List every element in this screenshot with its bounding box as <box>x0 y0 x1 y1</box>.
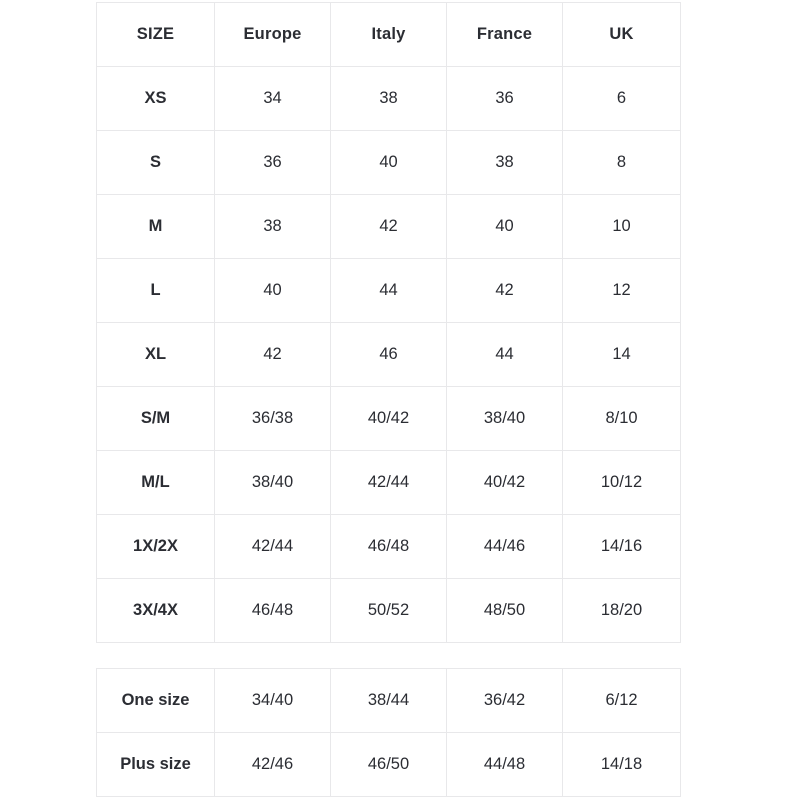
cell-france: 40/42 <box>447 451 563 515</box>
cell-uk: 12 <box>563 259 681 323</box>
cell-france: 48/50 <box>447 579 563 643</box>
table-row <box>97 451 681 515</box>
cell-europe: 42 <box>215 323 331 387</box>
table-row <box>97 131 681 195</box>
cell-france: 44 <box>447 323 563 387</box>
cell-size: Plus size <box>97 733 215 797</box>
cell-size: One size <box>97 669 215 733</box>
cell-europe: 34/40 <box>215 669 331 733</box>
cell-size: M/L <box>97 451 215 515</box>
cell-europe: 38/40 <box>215 451 331 515</box>
cell-size: S <box>97 131 215 195</box>
cell-europe: 40 <box>215 259 331 323</box>
cell-italy: 50/52 <box>331 579 447 643</box>
cell-italy: 42/44 <box>331 451 447 515</box>
cell-europe: 42/46 <box>215 733 331 797</box>
cell-italy: 42 <box>331 195 447 259</box>
cell-europe: 42/44 <box>215 515 331 579</box>
size-conversion-table-wrap <box>96 2 680 643</box>
column-header-france: France <box>447 3 563 67</box>
table-row <box>97 323 681 387</box>
cell-uk: 18/20 <box>563 579 681 643</box>
cell-italy: 40 <box>331 131 447 195</box>
table-row <box>97 515 681 579</box>
cell-italy: 46/50 <box>331 733 447 797</box>
table-header <box>97 3 681 67</box>
cell-france: 36/42 <box>447 669 563 733</box>
one-size-table-wrap <box>96 668 680 797</box>
cell-italy: 38 <box>331 67 447 131</box>
table-row <box>97 387 681 451</box>
one-size-table <box>96 668 681 797</box>
table-row <box>97 195 681 259</box>
cell-uk: 14/16 <box>563 515 681 579</box>
cell-uk: 10/12 <box>563 451 681 515</box>
column-header-size: SIZE <box>97 3 215 67</box>
table-row <box>97 259 681 323</box>
cell-uk: 8 <box>563 131 681 195</box>
table-header-row <box>97 3 681 67</box>
cell-europe: 38 <box>215 195 331 259</box>
cell-size: M <box>97 195 215 259</box>
cell-france: 40 <box>447 195 563 259</box>
cell-size: XS <box>97 67 215 131</box>
cell-france: 42 <box>447 259 563 323</box>
column-header-italy: Italy <box>331 3 447 67</box>
cell-uk: 10 <box>563 195 681 259</box>
cell-france: 38 <box>447 131 563 195</box>
cell-size: L <box>97 259 215 323</box>
table-row <box>97 669 681 733</box>
cell-uk: 6 <box>563 67 681 131</box>
table-row <box>97 733 681 797</box>
column-header-uk: UK <box>563 3 681 67</box>
cell-europe: 36/38 <box>215 387 331 451</box>
cell-italy: 46 <box>331 323 447 387</box>
cell-europe: 34 <box>215 67 331 131</box>
cell-france: 38/40 <box>447 387 563 451</box>
cell-uk: 14/18 <box>563 733 681 797</box>
cell-size: XL <box>97 323 215 387</box>
table-body <box>97 67 681 643</box>
cell-italy: 46/48 <box>331 515 447 579</box>
column-header-europe: Europe <box>215 3 331 67</box>
cell-italy: 44 <box>331 259 447 323</box>
cell-france: 44/48 <box>447 733 563 797</box>
table-row <box>97 67 681 131</box>
cell-europe: 36 <box>215 131 331 195</box>
cell-size: S/M <box>97 387 215 451</box>
cell-size: 3X/4X <box>97 579 215 643</box>
cell-europe: 46/48 <box>215 579 331 643</box>
cell-size: 1X/2X <box>97 515 215 579</box>
cell-uk: 8/10 <box>563 387 681 451</box>
one-size-table-body <box>97 669 681 797</box>
cell-uk: 14 <box>563 323 681 387</box>
cell-france: 36 <box>447 67 563 131</box>
table-row <box>97 579 681 643</box>
cell-uk: 6/12 <box>563 669 681 733</box>
cell-italy: 38/44 <box>331 669 447 733</box>
size-conversion-table <box>96 2 681 643</box>
cell-france: 44/46 <box>447 515 563 579</box>
cell-italy: 40/42 <box>331 387 447 451</box>
